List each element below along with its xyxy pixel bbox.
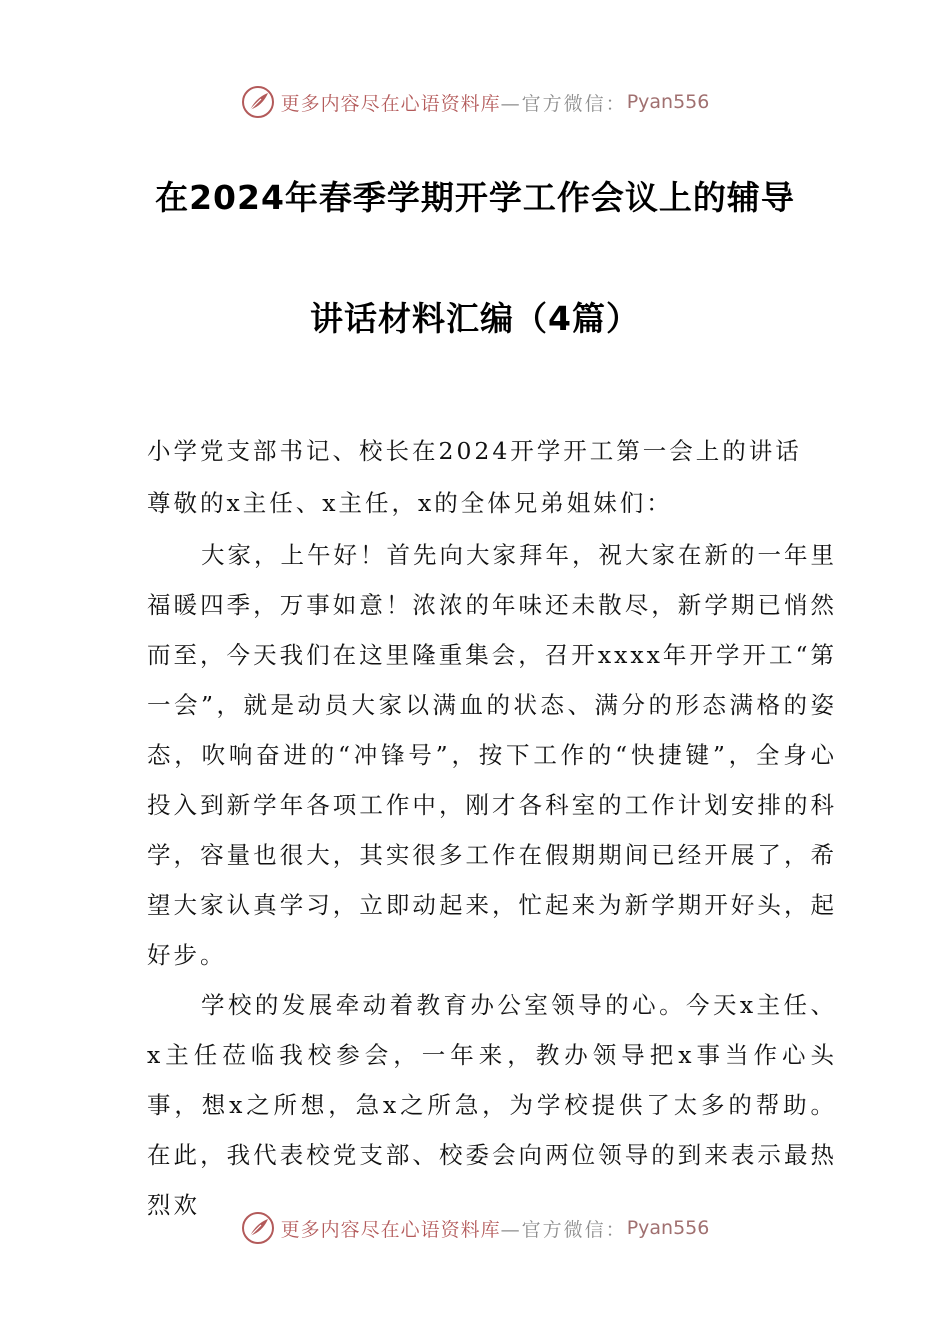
paragraph-2: 学校的发展牵动着教育办公室领导的心。今天x主任、x主任莅临我校参会，一年来，教办领导把x事当作心头事，想x之所想，急x之所急，为学校提供了太多的帮助。在此，我代表校党支部、校委会向两位领导的到来表示最热烈欢	[147, 991, 837, 1219]
watermark-wechat-id: Pyan556	[626, 1217, 710, 1239]
footer-watermark	[0, 1206, 950, 1250]
document-title-line2: 讲话材料汇编（4篇）	[310, 299, 640, 338]
feather-pen-icon	[241, 1211, 275, 1245]
speech-subtitle: 小学党支部书记、校长在2024开学开工第一会上的讲话	[147, 437, 802, 465]
salutation: 尊敬的x主任、x主任，x的全体兄弟姐妹们：	[147, 489, 673, 517]
watermark-brand: 更多内容尽在心语资料库	[280, 92, 501, 115]
watermark-brand: 更多内容尽在心语资料库	[280, 1218, 501, 1241]
document-title-line1: 在2024年春季学期开学工作会议上的辅导	[155, 178, 795, 217]
feather-pen-icon	[241, 85, 275, 119]
watermark-wechat-id: Pyan556	[626, 91, 710, 113]
header-watermark	[0, 80, 950, 124]
paragraph-1: 大家，上午好！首先向大家拜年，祝大家在新的一年里福暖四季，万事如意！浓浓的年味还未散尽，新学期已悄然而至，今天我们在这里隆重集会，召开xxxx年开学开工“第一会”，就是动员大家以满血的状态、满分的形态满格的姿态，吹响奋进的“冲锋号”，按下工作的“快捷键”，全身心投入到新学年各项工作中，刚才各科室的工作计划安排的科学，容量也很大，其实很多工作在假期期间已经开展了，希望大家认真学习，立即动起来，忙起来为新学期开好头，起好步。	[147, 541, 837, 969]
watermark-label: —官方微信：	[500, 92, 627, 115]
watermark-label: —官方微信：	[500, 1218, 627, 1241]
